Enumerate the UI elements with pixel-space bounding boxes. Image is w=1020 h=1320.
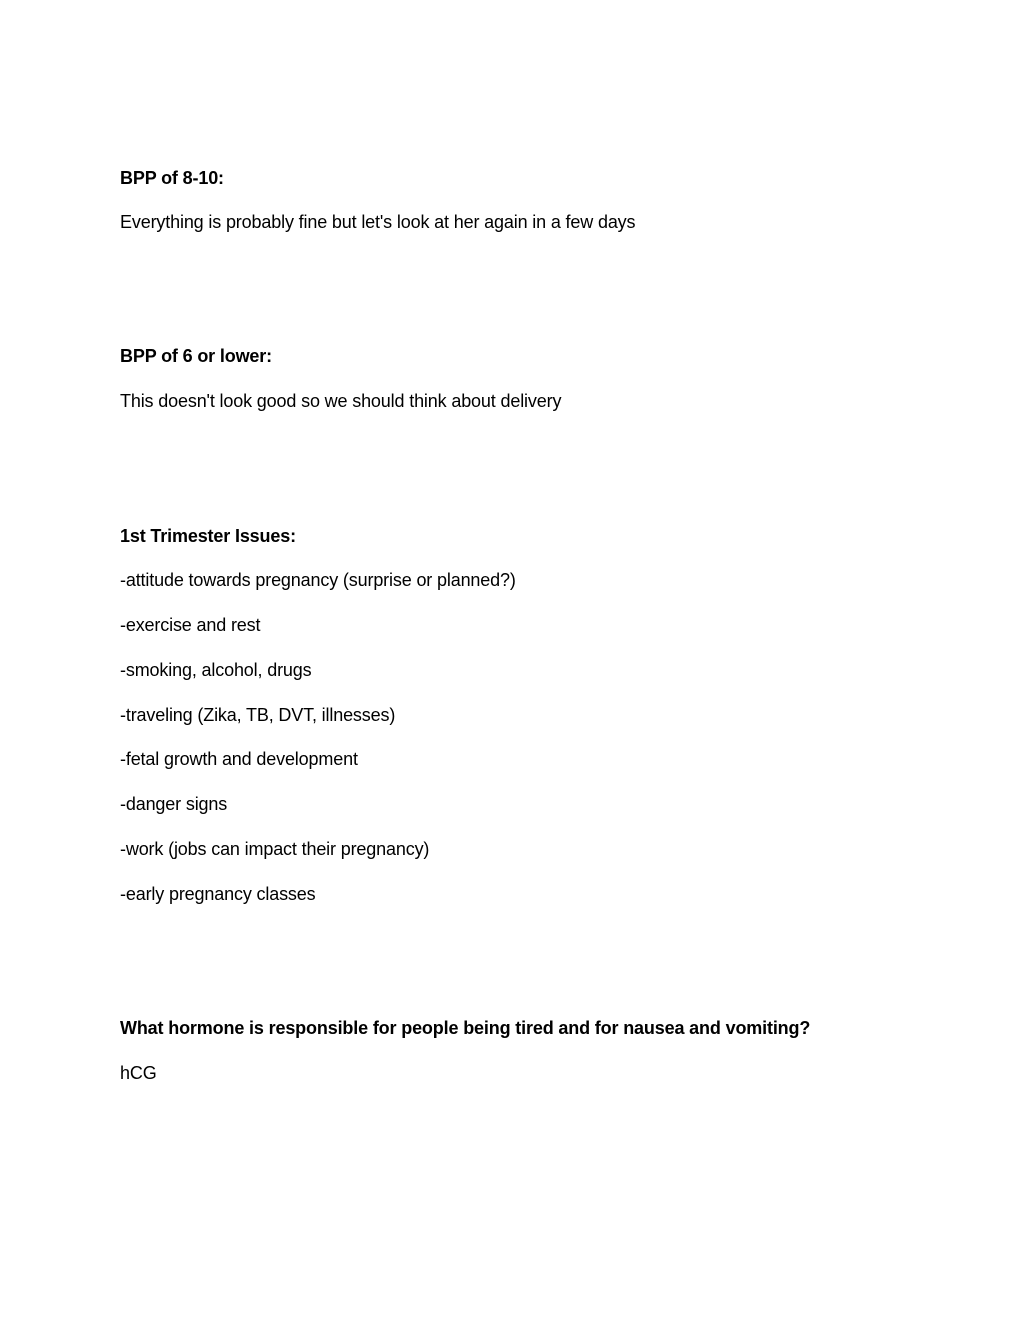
section-text-bpp-6-lower: This doesn't look good so we should think about delivery bbox=[120, 391, 562, 411]
list-item: -smoking, alcohol, drugs bbox=[120, 660, 312, 680]
list-item: -attitude towards pregnancy (surprise or planned?) bbox=[120, 570, 516, 590]
list-item: -exercise and rest bbox=[120, 615, 261, 635]
section-heading-1st-trimester: 1st Trimester Issues: bbox=[120, 526, 296, 546]
list-item: -fetal growth and development bbox=[120, 749, 358, 769]
list-item: -work (jobs can impact their pregnancy) bbox=[120, 839, 430, 859]
list-item: -danger signs bbox=[120, 794, 228, 814]
list-item: -early pregnancy classes bbox=[120, 884, 316, 904]
section-text-bpp-8-10: Everything is probably fine but let's look at her again in a few days bbox=[120, 212, 636, 232]
list-item: -traveling (Zika, TB, DVT, illnesses) bbox=[120, 705, 396, 725]
section-heading-hormone-question: What hormone is responsible for people being tired and for nausea and vomiting? bbox=[120, 1018, 811, 1038]
section-heading-bpp-6-lower: BPP of 6 or lower: bbox=[120, 346, 272, 366]
section-text-hormone-answer: hCG bbox=[120, 1063, 157, 1083]
section-heading-bpp-8-10: BPP of 8-10: bbox=[120, 168, 224, 188]
